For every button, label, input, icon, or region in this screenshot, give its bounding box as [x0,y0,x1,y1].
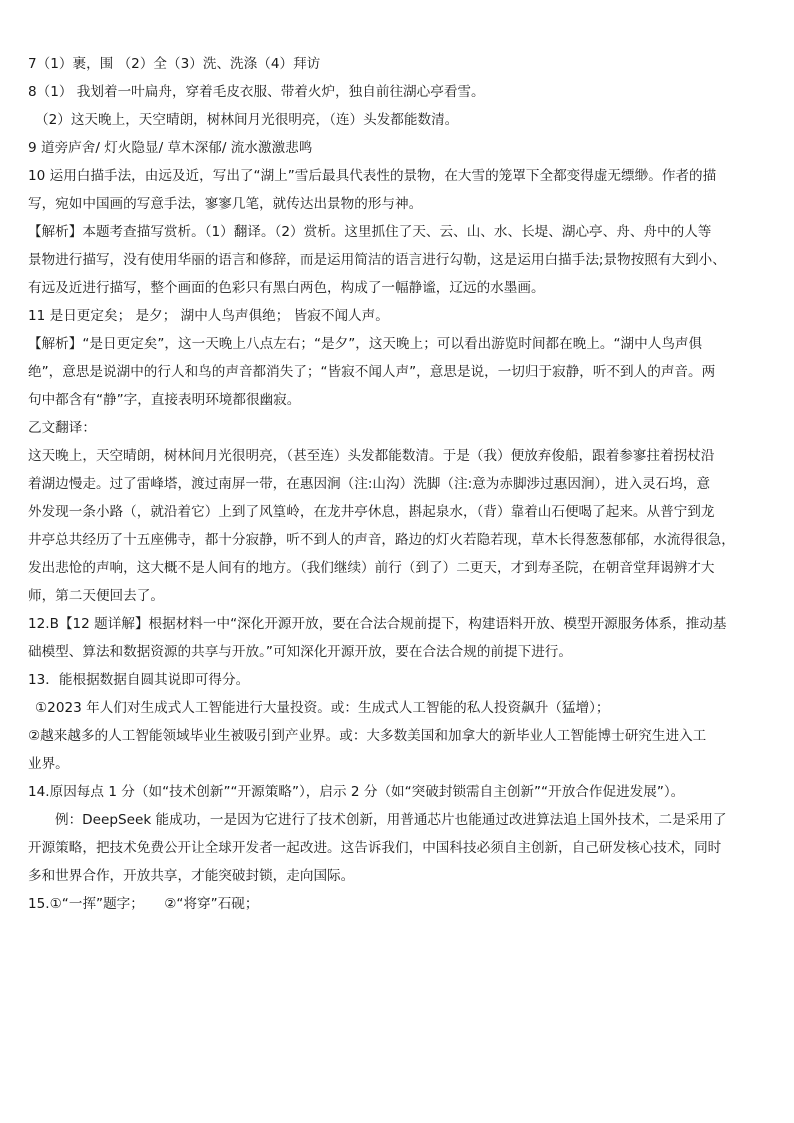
analysis-10-line1: 【解析】本题考查描写赏析。（1）翻译。（2）赏析。这里抓住了天、云、山、水、长堤、湖心亭、舟、舟中的人等 [28,224,712,240]
translation-line2: 着湖边慢走。过了雷峰塔，渡过南屏一带，在惠因涧（注:山沟）洗脚（注:意为赤脚涉过惠因涧），进入灵石坞，意 [28,476,711,492]
analysis-10-line3: 有远及近进行描写，整个画面的色彩只有黑白两色，构成了一幅静谧，辽远的水墨画。 [28,280,545,296]
answer-14: 14.原因每点 1 分（如“技术创新”“开源策略”），启示 2 分（如“突破封锁需自主创新”“开放合作促进发展”）。 [28,784,685,800]
answer-12-line2: 础模型、算法和数据资源的共享与开放。”可知深化开源开放，要在合法合规的前提下进行。 [28,644,572,660]
answer-14-example-line3: 多和世界合作，开放共享，才能突破封锁，走向国际。 [28,868,355,884]
answer-8-part2: （2）这天晚上，天空晴朗，树林间月光很明亮，（连）头发都能数清。 [35,112,459,128]
answer-9: 9 道旁庐舍/ 灯火隐显/ 草木深郁/ 流水激激悲鸣 [28,140,313,156]
translation-line4: 井亭总共经历了十五座佛寺，都十分寂静，听不到人的声音，路边的灯火若隐若现，草木长得葱葱郁郁，水流得很急， [28,532,735,548]
translation-heading: 乙文翻译： [28,420,96,436]
answer-10-line1: 10 运用白描手法，由远及近，写出了“湖上”雪后最具代表性的景物，在大雪的笼罩下全都变得虚无缥缈。作者的描 [28,168,717,184]
translation-line1: 这天晚上，天空晴朗，树林间月光很明亮，（甚至连）头发都能数清。于是（我）便放弃俊船，跟着参寥拄着拐杖沿 [28,448,715,464]
answer-8-part1: 8（1） 我划着一叶扁舟，穿着毛皮衣服、带着火炉，独自前往湖心亭看雪。 [28,84,485,100]
answer-15: 15.①“一挥”题字； ②“将穿”石砚； [28,896,259,912]
translation-line6: 师，第二天便回去了。 [28,588,164,604]
answer-13-point2-line1: ②越来越多的人工智能领域毕业生被吸引到产业界。或：大多数美国和加拿大的新毕业人工智能博士研究生进入工 [28,728,707,744]
analysis-11-line1: 【解析】“是日更定矣”，这一天晚上八点左右；“是夕”，这天晚上；可以看出游览时间都在晚上。“湖中人鸟声俱 [28,336,703,352]
answer-7: 7（1）裹，围 （2）全（3）洗、洗涤（4）拜访 [28,56,321,72]
answer-14-example-line2: 开源策略，把技术免费公开让全球开发者一起改进。这告诉我们，中国科技必须自主创新，自己研发核心技术，同时 [28,840,722,856]
translation-line5: 发出悲怆的声响，这大概不是人间有的地方。（我们继续）前行（到了）二更天，才到寿圣院，在朝音堂拜谒辨才大 [28,560,715,576]
answer-13: 13．能根据数据自圆其说即可得分。 [28,672,250,688]
analysis-10-line2: 景物进行描写，没有使用华丽的语言和修辞，而是运用简洁的语言进行勾勒，这是运用白描手法;景物按照有大到小、 [28,252,726,268]
answer-10-line2: 写，宛如中国画的写意手法，寥寥几笔，就传达出景物的形与神。 [28,196,423,212]
translation-line3: 外发现一条小路（，就沿着它）上到了风篁岭，在龙井亭休息，斟起泉水，（背）靠着山石便喝了起来。从普宁到龙 [28,504,715,520]
answer-13-point2-line2: 业界。 [28,756,69,772]
answer-12-line1: 12.B【12 题详解】根据材料一中“深化开源开放，要在合法合规前提下，构建语料开放、模型开源服务体系，推动基 [28,616,727,632]
answer-document [28,50,770,918]
answer-11: 11 是日更定矣； 是夕； 湖中人鸟声俱绝； 皆寂不闻人声。 [28,308,389,324]
answer-13-point1: ①2023 年人们对生成式人工智能进行大量投资。或：生成式人工智能的私人投资飙升（猛增）； [35,700,610,716]
analysis-11-line3: 句中都含有“静”字，直接表明环境都很幽寂。 [28,392,301,408]
answer-14-example-line1: 例：DeepSeek 能成功，一是因为它进行了技术创新，用普通芯片也能通过改进算法追上国外技术，二是采用了 [55,812,727,828]
analysis-11-line2: 绝”，意思是说湖中的行人和鸟的声音都消失了；“皆寂不闻人声”，意思是说，一切归于寂静，听不到人的声音。两 [28,364,716,380]
